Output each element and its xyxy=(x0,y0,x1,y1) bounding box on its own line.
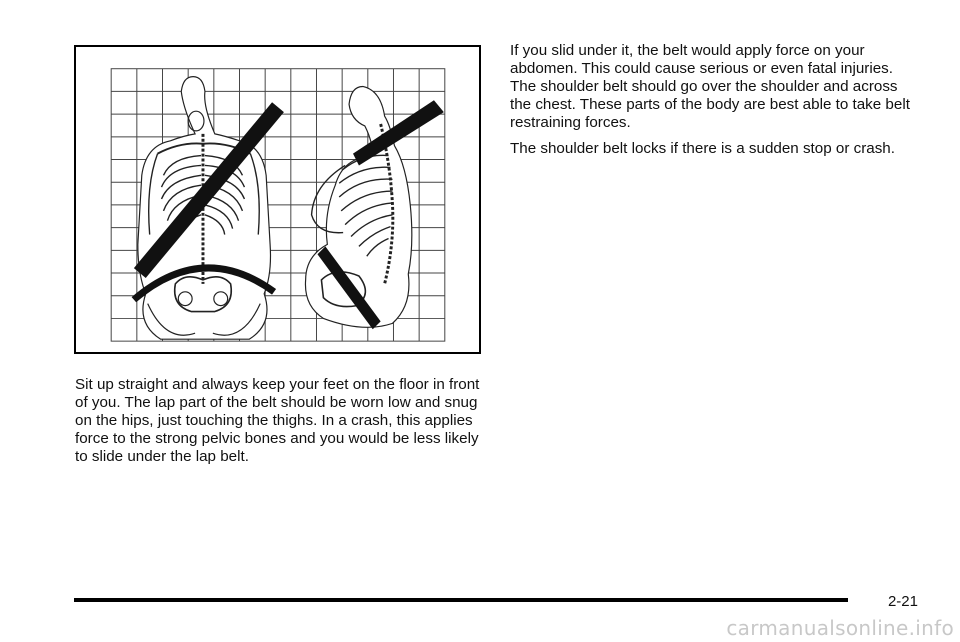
watermark-text: carmanualsonline.info xyxy=(726,616,954,640)
belt-lock-paragraph: The shoulder belt locks if there is a sudden stop or crash. xyxy=(510,140,895,157)
seatbelt-illustration xyxy=(74,45,481,354)
seatbelt-skeleton-illustration-icon xyxy=(76,47,479,352)
front-view-figure xyxy=(134,77,284,340)
page-number: 2-21 xyxy=(887,593,918,610)
seating-instructions-paragraph: Sit up straight and always keep your feet on the floor in front of you. The lap part of the belt should be worn low and snug on the hips, just touching the thighs. In a crash, this applies force to the strong pelvic bones and you would be less likely to slide under the lap belt. xyxy=(75,376,480,465)
belt-force-paragraph: If you slid under it, the belt would apply force on your abdomen. This could cause serious or even fatal injuries. The shoulder belt should go over the shoulder and across the chest. These parts of the body are best able to take belt restraining forces. xyxy=(510,42,910,131)
footer-rule xyxy=(74,598,848,602)
side-view-figure xyxy=(305,86,443,329)
